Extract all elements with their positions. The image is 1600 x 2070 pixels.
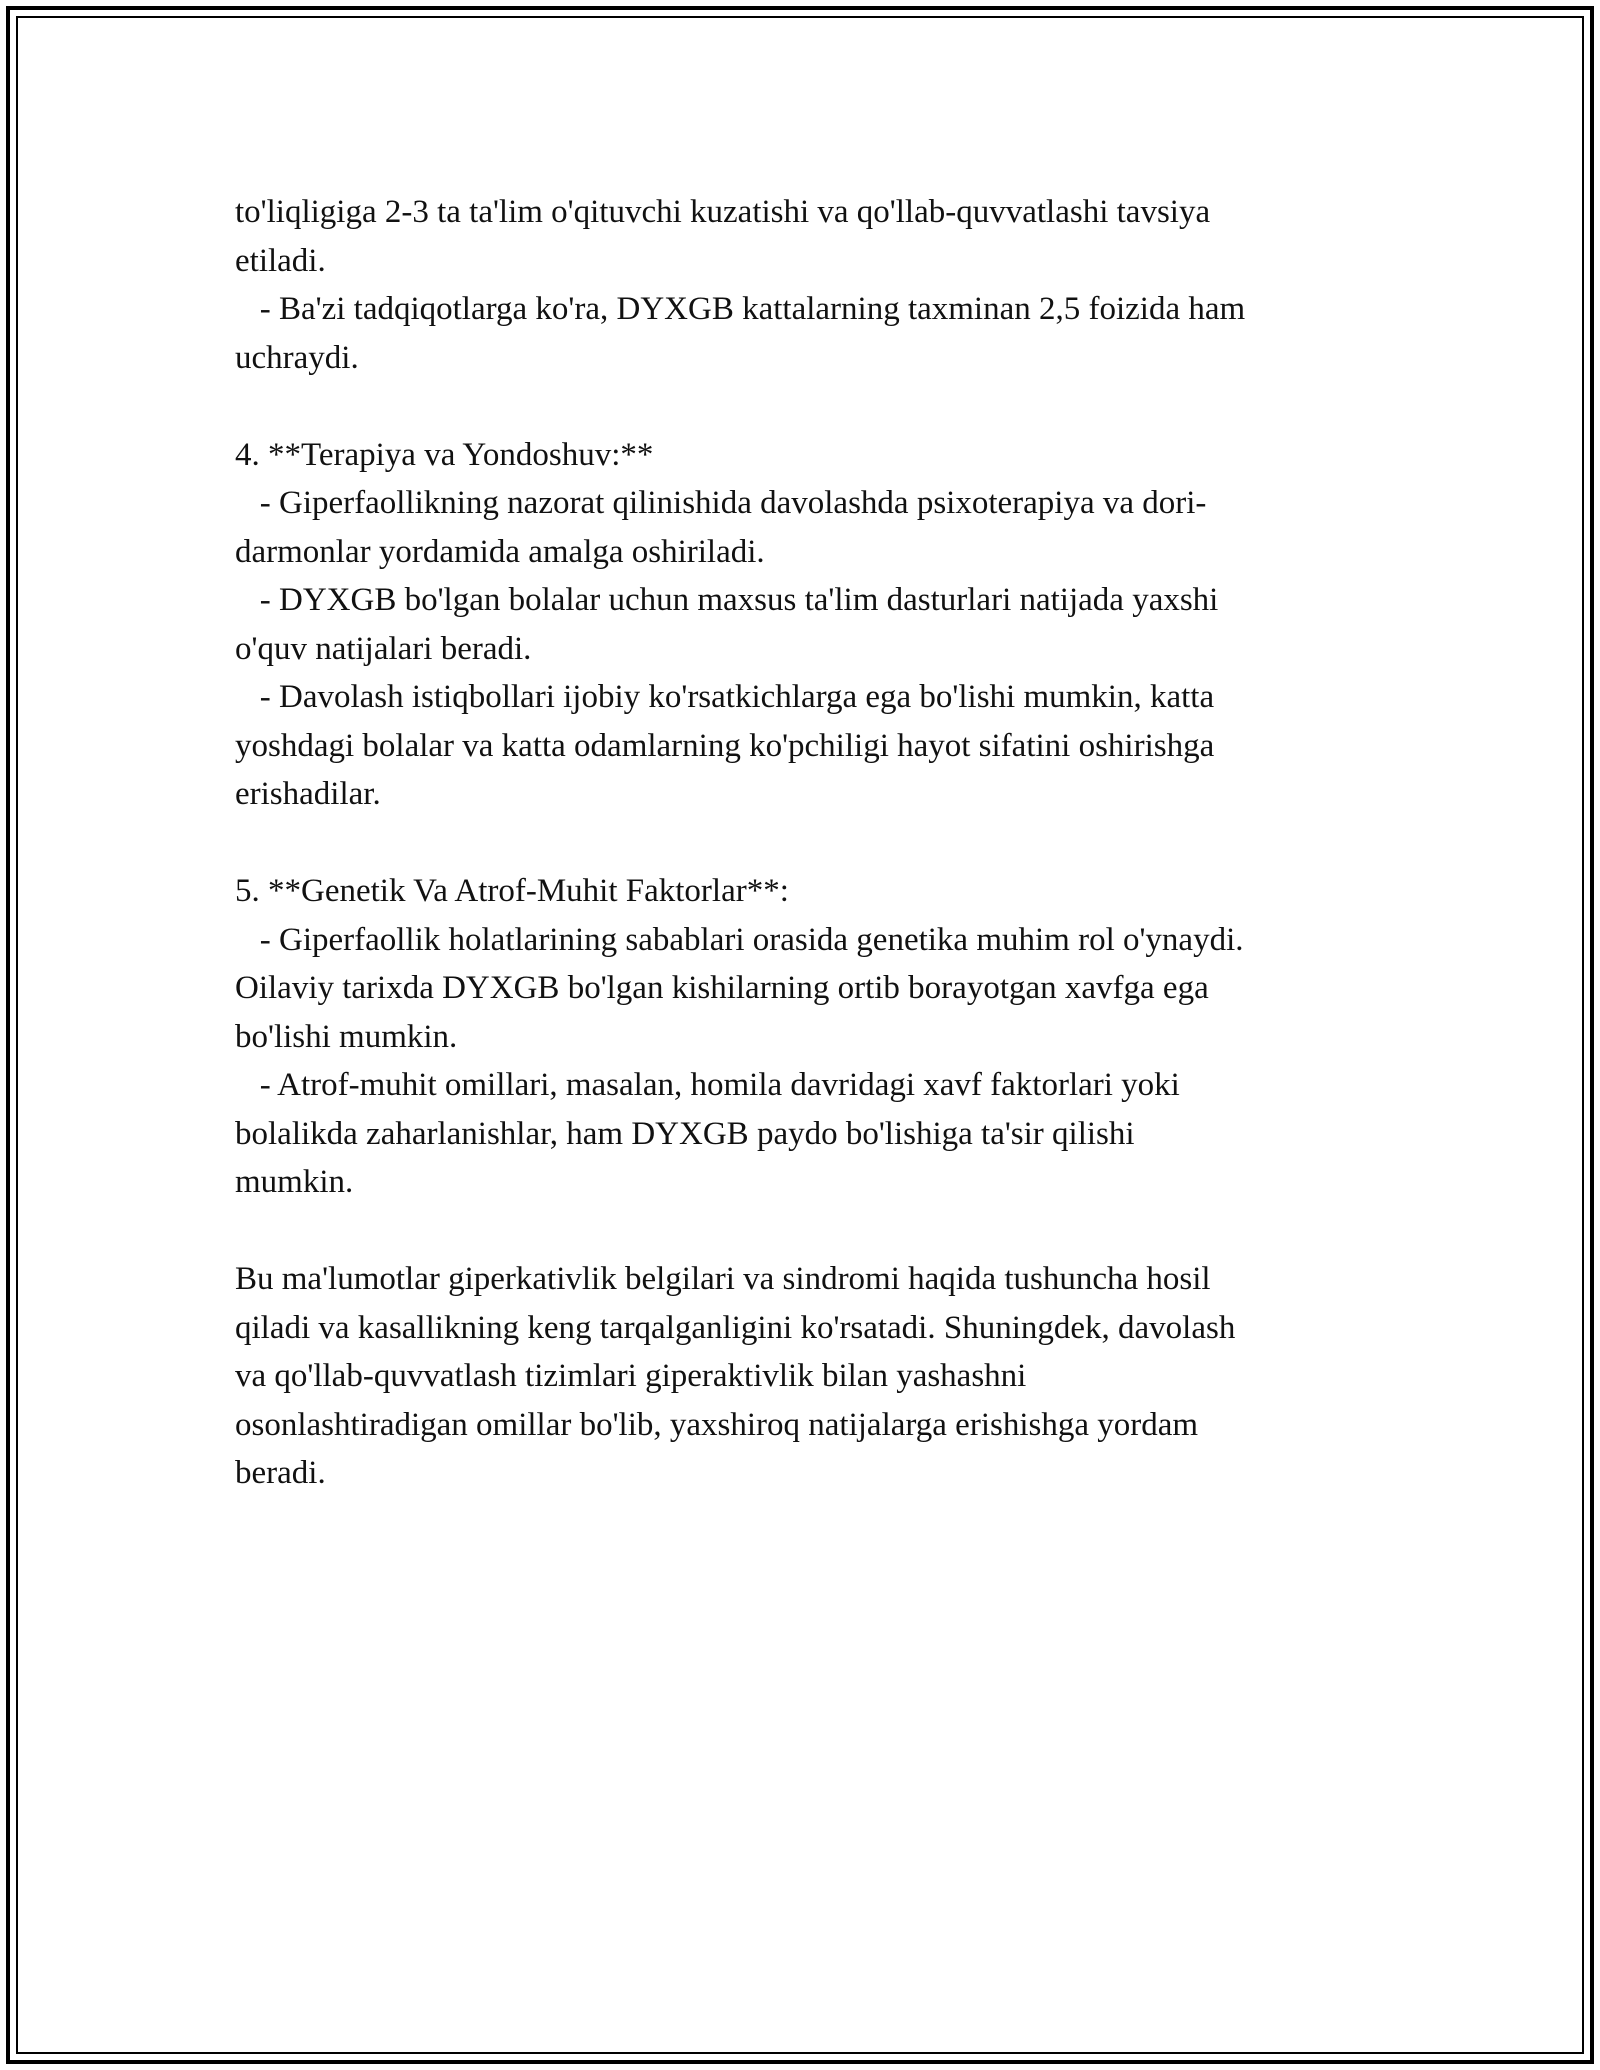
section-4-heading: 4. **Terapiya va Yondoshuv:** [235,436,654,473]
text-line: - Ba'zi tadqiqotlarga ko'ra, DYXGB kattalarning taxminan 2,5 foizida ham [235,291,1246,327]
text-line: - Giperfaollik holatlarining sabablari orasida genetika muhim rol o'ynaydi. [235,921,1244,958]
text-line: uchraydi. [235,339,359,376]
section-5 [235,867,1375,1207]
text-line: darmonlar yordamida amalga oshiriladi. [235,533,765,570]
text-line: o'quv natijalari beradi. [235,630,532,667]
text-line: yoshdagi bolalar va katta odamlarning ko'pchiligi hayot sifatini oshirishga [235,727,1215,764]
text-line: beradi. [235,1455,326,1491]
continuation-paragraph [235,188,1375,382]
text-line: - Atrof-muhit omillari, masalan, homila davridagi xavf faktorlari yoki [235,1067,1180,1103]
conclusion-paragraph [235,1255,1375,1498]
text-line: Bu ma'lumotlar giperkativlik belgilari va sindromi haqida tushuncha hosil [235,1261,1211,1297]
text-line: va qo'llab-quvvatlash tizimlari giperaktivlik bilan yashashni [235,1358,1027,1394]
text-line: bo'lishi mumkin. [235,1018,458,1055]
text-line: Oilaviy tarixda DYXGB bo'lgan kishilarning ortib borayotgan xavfga ega [235,970,1209,1006]
text-line: qiladi va kasallikning keng tarqalganligini ko'rsatadi. Shuningdek, davolash [235,1309,1236,1346]
text-line: erishadilar. [235,776,381,812]
paragraph-gap [235,819,1375,868]
text-line: - DYXGB bo'lgan bolalar uchun maxsus ta'lim dasturlari natijada yaxshi [235,582,1219,618]
text-line: bolalikda zaharlanishlar, ham DYXGB paydo bo'lishiga ta'sir qilishi [235,1115,1135,1152]
text-line: to'liqligiga 2-3 ta ta'lim o'qituvchi kuzatishi va qo'llab-quvvatlashi tavsiya [235,194,1211,230]
text-line: - Davolash istiqbollari ijobiy ko'rsatkichlarga ega bo'lishi mumkin, katta [235,679,1215,715]
text-line: - Giperfaollikning nazorat qilinishida davolashda psixoterapiya va dori- [235,485,1207,521]
text-line: osonlashtiradigan omillar bo'lib, yaxshiroq natijalarga erishishga yordam [235,1406,1199,1443]
paragraph-gap [235,1207,1375,1256]
paragraph-gap [235,382,1375,431]
section-4 [235,431,1375,819]
text-line: etiladi. [235,242,326,279]
document-body [235,188,1375,1498]
text-line: mumkin. [235,1164,354,1200]
section-5-heading: 5. **Genetik Va Atrof-Muhit Faktorlar**: [235,873,789,909]
